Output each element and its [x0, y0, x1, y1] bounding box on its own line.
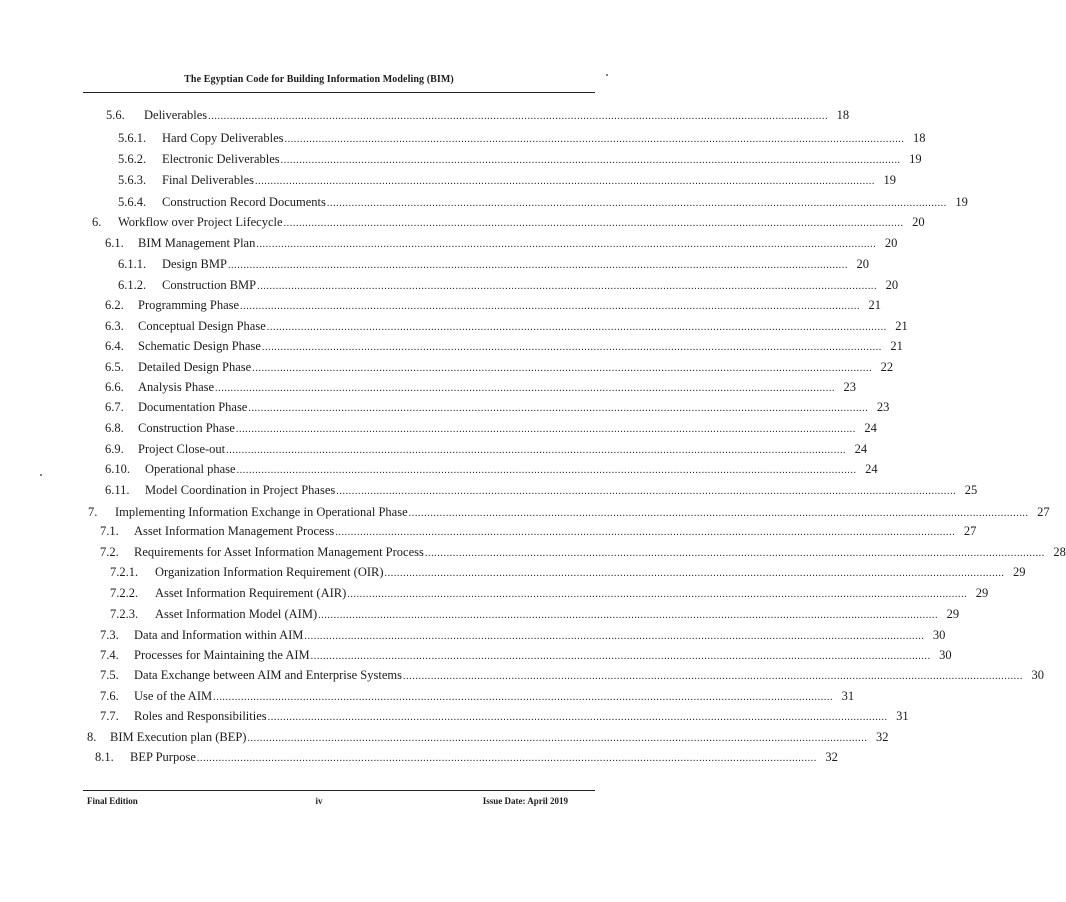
toc-entry: [110, 563, 1026, 581]
toc-entry-number: 7.3.: [100, 628, 119, 642]
toc-entry: [95, 748, 838, 766]
toc-entry-number: 6.5.: [105, 360, 124, 374]
toc-entry-page: 18: [913, 131, 926, 145]
dot-leader: ........................................................................................................................................................................................................: [227, 260, 848, 271]
toc-entry-number: 5.6.: [106, 108, 125, 122]
toc-entry-page: 21: [868, 298, 882, 312]
toc-entry-number: 7.: [88, 505, 98, 519]
dot-leader: ........................................................................................................................................................................................................: [335, 527, 956, 538]
toc-entry-page: 24: [864, 421, 877, 435]
dot-leader: ........................................................................................................................................................................................................: [284, 134, 905, 145]
toc-entry: [106, 106, 850, 124]
toc-entry-number: 8.1.: [95, 750, 114, 764]
toc-entry-title: Use of the AIM: [134, 689, 213, 703]
toc-entry-title: Requirements for Asset Information Management Process: [134, 545, 424, 559]
toc-entry-number: 6.9.: [105, 442, 124, 456]
toc-entry-number: 7.2.2.: [110, 586, 139, 600]
toc-entry: [100, 522, 977, 540]
toc-entry-number: 6.1.: [105, 236, 124, 250]
toc-entry-number: 7.2.3.: [110, 607, 139, 621]
toc-entry: [92, 213, 925, 231]
toc-entry: [105, 317, 908, 335]
toc-entry: [105, 296, 882, 314]
toc-entry-number: 7.7.: [100, 709, 119, 723]
toc-entry-title: BIM Management Plan: [138, 236, 256, 250]
header-rule: [83, 92, 595, 93]
toc-entry-number: 5.6.1.: [118, 131, 147, 145]
toc-entry-page: 27: [963, 524, 977, 538]
toc-entry-title: Deliverables: [144, 108, 208, 122]
toc-entry-title: Documentation Phase: [138, 400, 248, 414]
toc-entry-page: 20: [884, 236, 898, 250]
dot-leader: ........................................................................................................................................................................................................: [226, 445, 847, 456]
toc-entry-number: 5.6.4.: [118, 195, 147, 209]
toc-entry-number: 6.1.1.: [118, 257, 147, 271]
toc-entry-number: 5.6.3.: [118, 173, 147, 187]
toc-entry: [105, 234, 898, 252]
toc-entry-number: 7.5.: [100, 668, 119, 682]
toc-entry: [118, 171, 896, 189]
dot-leader: ........................................................................................................................................................................................................: [310, 651, 931, 662]
toc-entry: [118, 150, 922, 168]
toc-entry-title: Data Exchange between AIM and Enterprise Systems: [134, 668, 402, 682]
dot-leader: ........................................................................................................................................................................................................: [283, 218, 904, 229]
toc-entry-page: 30: [1031, 668, 1044, 682]
toc-entry: [105, 358, 894, 376]
toc-entry-page: 23: [876, 400, 890, 414]
toc-entry-page: 31: [841, 689, 855, 703]
footer-edition: Final Edition: [87, 796, 138, 806]
toc-entry-page: 32: [875, 730, 889, 744]
dot-leader: ........................................................................................................................................................................................................: [402, 671, 1023, 682]
toc-entry-page: 19: [883, 173, 896, 187]
toc-entry: [105, 481, 978, 499]
toc-entry-page: 27: [1037, 505, 1050, 519]
toc-entry: [105, 337, 903, 355]
toc-entry-number: 8.: [87, 730, 97, 744]
dot-leader: ........................................................................................................................................................................................................: [280, 155, 901, 166]
dot-leader: ........................................................................................................................................................................................................: [384, 568, 1005, 579]
toc-entry-title: Electronic Deliverables: [162, 152, 280, 166]
toc-entry-title: Programming Phase: [138, 298, 240, 312]
toc-entry-number: 6.6.: [105, 380, 124, 394]
toc-entry-page: 23: [843, 380, 857, 394]
toc-entry-title: Asset Information Management Process: [134, 524, 335, 538]
toc-entry-title: Detailed Design Phase: [138, 360, 252, 374]
toc-entry-title: Asset Information Requirement (AIR): [155, 586, 347, 600]
toc-entry: [110, 584, 989, 602]
dot-leader: ........................................................................................................................................................................................................: [248, 403, 869, 414]
toc-entry-page: 18: [836, 108, 850, 122]
scan-speck: [40, 474, 42, 476]
toc-entry-number: 6.2.: [105, 298, 124, 312]
header-title: The Egyptian Code for Building Information Modeling (BIM): [184, 74, 454, 85]
toc-entry: [87, 728, 889, 746]
dot-leader: ........................................................................................................................................................................................................: [424, 548, 1045, 559]
dot-leader: ........................................................................................................................................................................................................: [255, 176, 875, 187]
toc-entry-number: 6.4.: [105, 339, 124, 353]
toc-entry-page: 20: [912, 215, 925, 229]
toc-entry-title: Construction BMP: [162, 278, 257, 292]
toc-entry: [105, 398, 890, 416]
toc-entry-title: Operational phase: [145, 462, 236, 476]
toc-entry-title: Organization Information Requirement (OIR): [155, 565, 384, 579]
toc-entry-title: Roles and Responsibilities: [134, 709, 267, 723]
toc-entry-title: Schematic Design Phase: [138, 339, 261, 353]
toc-entry-number: 6.3.: [105, 319, 124, 333]
dot-leader: ........................................................................................................................................................................................................: [235, 424, 856, 435]
toc-entry-title: Analysis Phase: [138, 380, 215, 394]
toc-entry-title: Hard Copy Deliverables: [162, 131, 284, 145]
dot-leader: ........................................................................................................................................................................................................: [236, 465, 857, 476]
dot-leader: ........................................................................................................................................................................................................: [267, 712, 888, 723]
toc-entry-number: 6.1.2.: [118, 278, 147, 292]
toc-entry-page: 29: [975, 586, 989, 600]
toc-entry-title: Workflow over Project Lifecycle: [118, 215, 283, 229]
toc-entry: [100, 707, 909, 725]
dot-leader: ........................................................................................................................................................................................................: [408, 508, 1029, 519]
dot-leader: ........................................................................................................................................................................................................: [256, 239, 877, 250]
dot-leader: ........................................................................................................................................................................................................: [208, 111, 829, 122]
toc-entry: [88, 503, 1050, 521]
toc-entry: [118, 255, 869, 273]
toc-entry-page: 31: [896, 709, 909, 723]
toc-entry-page: 21: [890, 339, 903, 353]
toc-entry: [105, 378, 857, 396]
toc-entry-number: 6.: [92, 215, 102, 229]
toc-entry-number: 7.4.: [100, 648, 119, 662]
toc-entry-page: 21: [895, 319, 908, 333]
toc-entry-title: Final Deliverables: [162, 173, 254, 187]
toc-entry-number: 6.10.: [105, 462, 130, 476]
toc-entry: [118, 193, 968, 211]
scan-speck: [606, 74, 608, 76]
dot-leader: ........................................................................................................................................................................................................: [261, 342, 882, 353]
toc-entry: [105, 440, 868, 458]
toc-entry-title: Construction Record Documents: [162, 195, 326, 209]
toc-entry-page: 32: [825, 750, 838, 764]
toc-entry-page: 20: [856, 257, 869, 271]
toc-entry: [118, 129, 926, 147]
dot-leader: ........................................................................................................................................................................................................: [326, 198, 947, 209]
toc-entry-title: Processes for Maintaining the AIM: [134, 648, 310, 662]
toc-entry-title: Implementing Information Exchange in Operational Phase: [115, 505, 408, 519]
toc-entry-number: 6.8.: [105, 421, 124, 435]
toc-entry-title: Model Coordination in Project Phases: [145, 483, 336, 497]
toc-entry-number: 6.7.: [105, 400, 124, 414]
dot-leader: ........................................................................................................................................................................................................: [347, 589, 968, 600]
dot-leader: ........................................................................................................................................................................................................: [240, 301, 861, 312]
dot-leader: ........................................................................................................................................................................................................: [266, 322, 887, 333]
footer-issue-date: Issue Date: April 2019: [482, 796, 568, 806]
toc-entry-page: 30: [939, 648, 952, 662]
toc-entry-page: 19: [909, 152, 922, 166]
dot-leader: ........................................................................................................................................................................................................: [304, 631, 925, 642]
toc-entry-page: 29: [946, 607, 960, 621]
dot-leader: ........................................................................................................................................................................................................: [257, 281, 878, 292]
toc-entry: [105, 460, 878, 478]
toc-entry-page: 24: [854, 442, 868, 456]
dot-leader: ........................................................................................................................................................................................................: [318, 610, 939, 621]
toc-entry: [100, 666, 1044, 684]
toc-entry-number: 6.11.: [105, 483, 130, 497]
footer-rule: [83, 790, 595, 791]
toc-entry-number: 7.2.: [100, 545, 119, 559]
toc-entry-number: 7.6.: [100, 689, 119, 703]
toc-entry-page: 30: [932, 628, 946, 642]
toc-entry-number: 5.6.2.: [118, 152, 147, 166]
toc-entry-page: 29: [1013, 565, 1026, 579]
toc-entry: [100, 626, 946, 644]
toc-entry-title: BIM Execution plan (BEP): [110, 730, 247, 744]
footer-page-number: iv: [315, 796, 323, 806]
toc-entry-page: 20: [885, 278, 899, 292]
toc-entry: [100, 543, 1066, 561]
toc-entry-title: Construction Phase: [138, 421, 235, 435]
toc-entry-page: 25: [964, 483, 978, 497]
toc-entry: [110, 605, 960, 623]
toc-entry: [118, 276, 899, 294]
toc-entry-title: Design BMP: [162, 257, 227, 271]
toc-entry: [100, 646, 952, 664]
toc-entry-page: 28: [1053, 545, 1066, 559]
toc-entry-number: 7.1.: [100, 524, 119, 538]
dot-leader: ........................................................................................................................................................................................................: [247, 733, 868, 744]
dot-leader: ........................................................................................................................................................................................................: [215, 383, 836, 394]
toc-entry-title: Conceptual Design Phase: [138, 319, 266, 333]
toc-entry-title: BEP Purpose: [130, 750, 196, 764]
toc-entry-title: Project Close-out: [138, 442, 226, 456]
toc-entry-number: 7.2.1.: [110, 565, 139, 579]
toc-entry-title: Asset Information Model (AIM): [155, 607, 318, 621]
toc-entry-page: 24: [865, 462, 878, 476]
toc-entry-page: 22: [880, 360, 894, 374]
toc-entry-page: 19: [955, 195, 968, 209]
dot-leader: ........................................................................................................................................................................................................: [336, 486, 957, 497]
dot-leader: ........................................................................................................................................................................................................: [213, 692, 834, 703]
toc-entry-title: Data and Information within AIM: [134, 628, 304, 642]
dot-leader: ........................................................................................................................................................................................................: [196, 753, 817, 764]
toc-entry: [105, 419, 877, 437]
toc-entry: [100, 687, 855, 705]
dot-leader: ........................................................................................................................................................................................................: [252, 363, 873, 374]
